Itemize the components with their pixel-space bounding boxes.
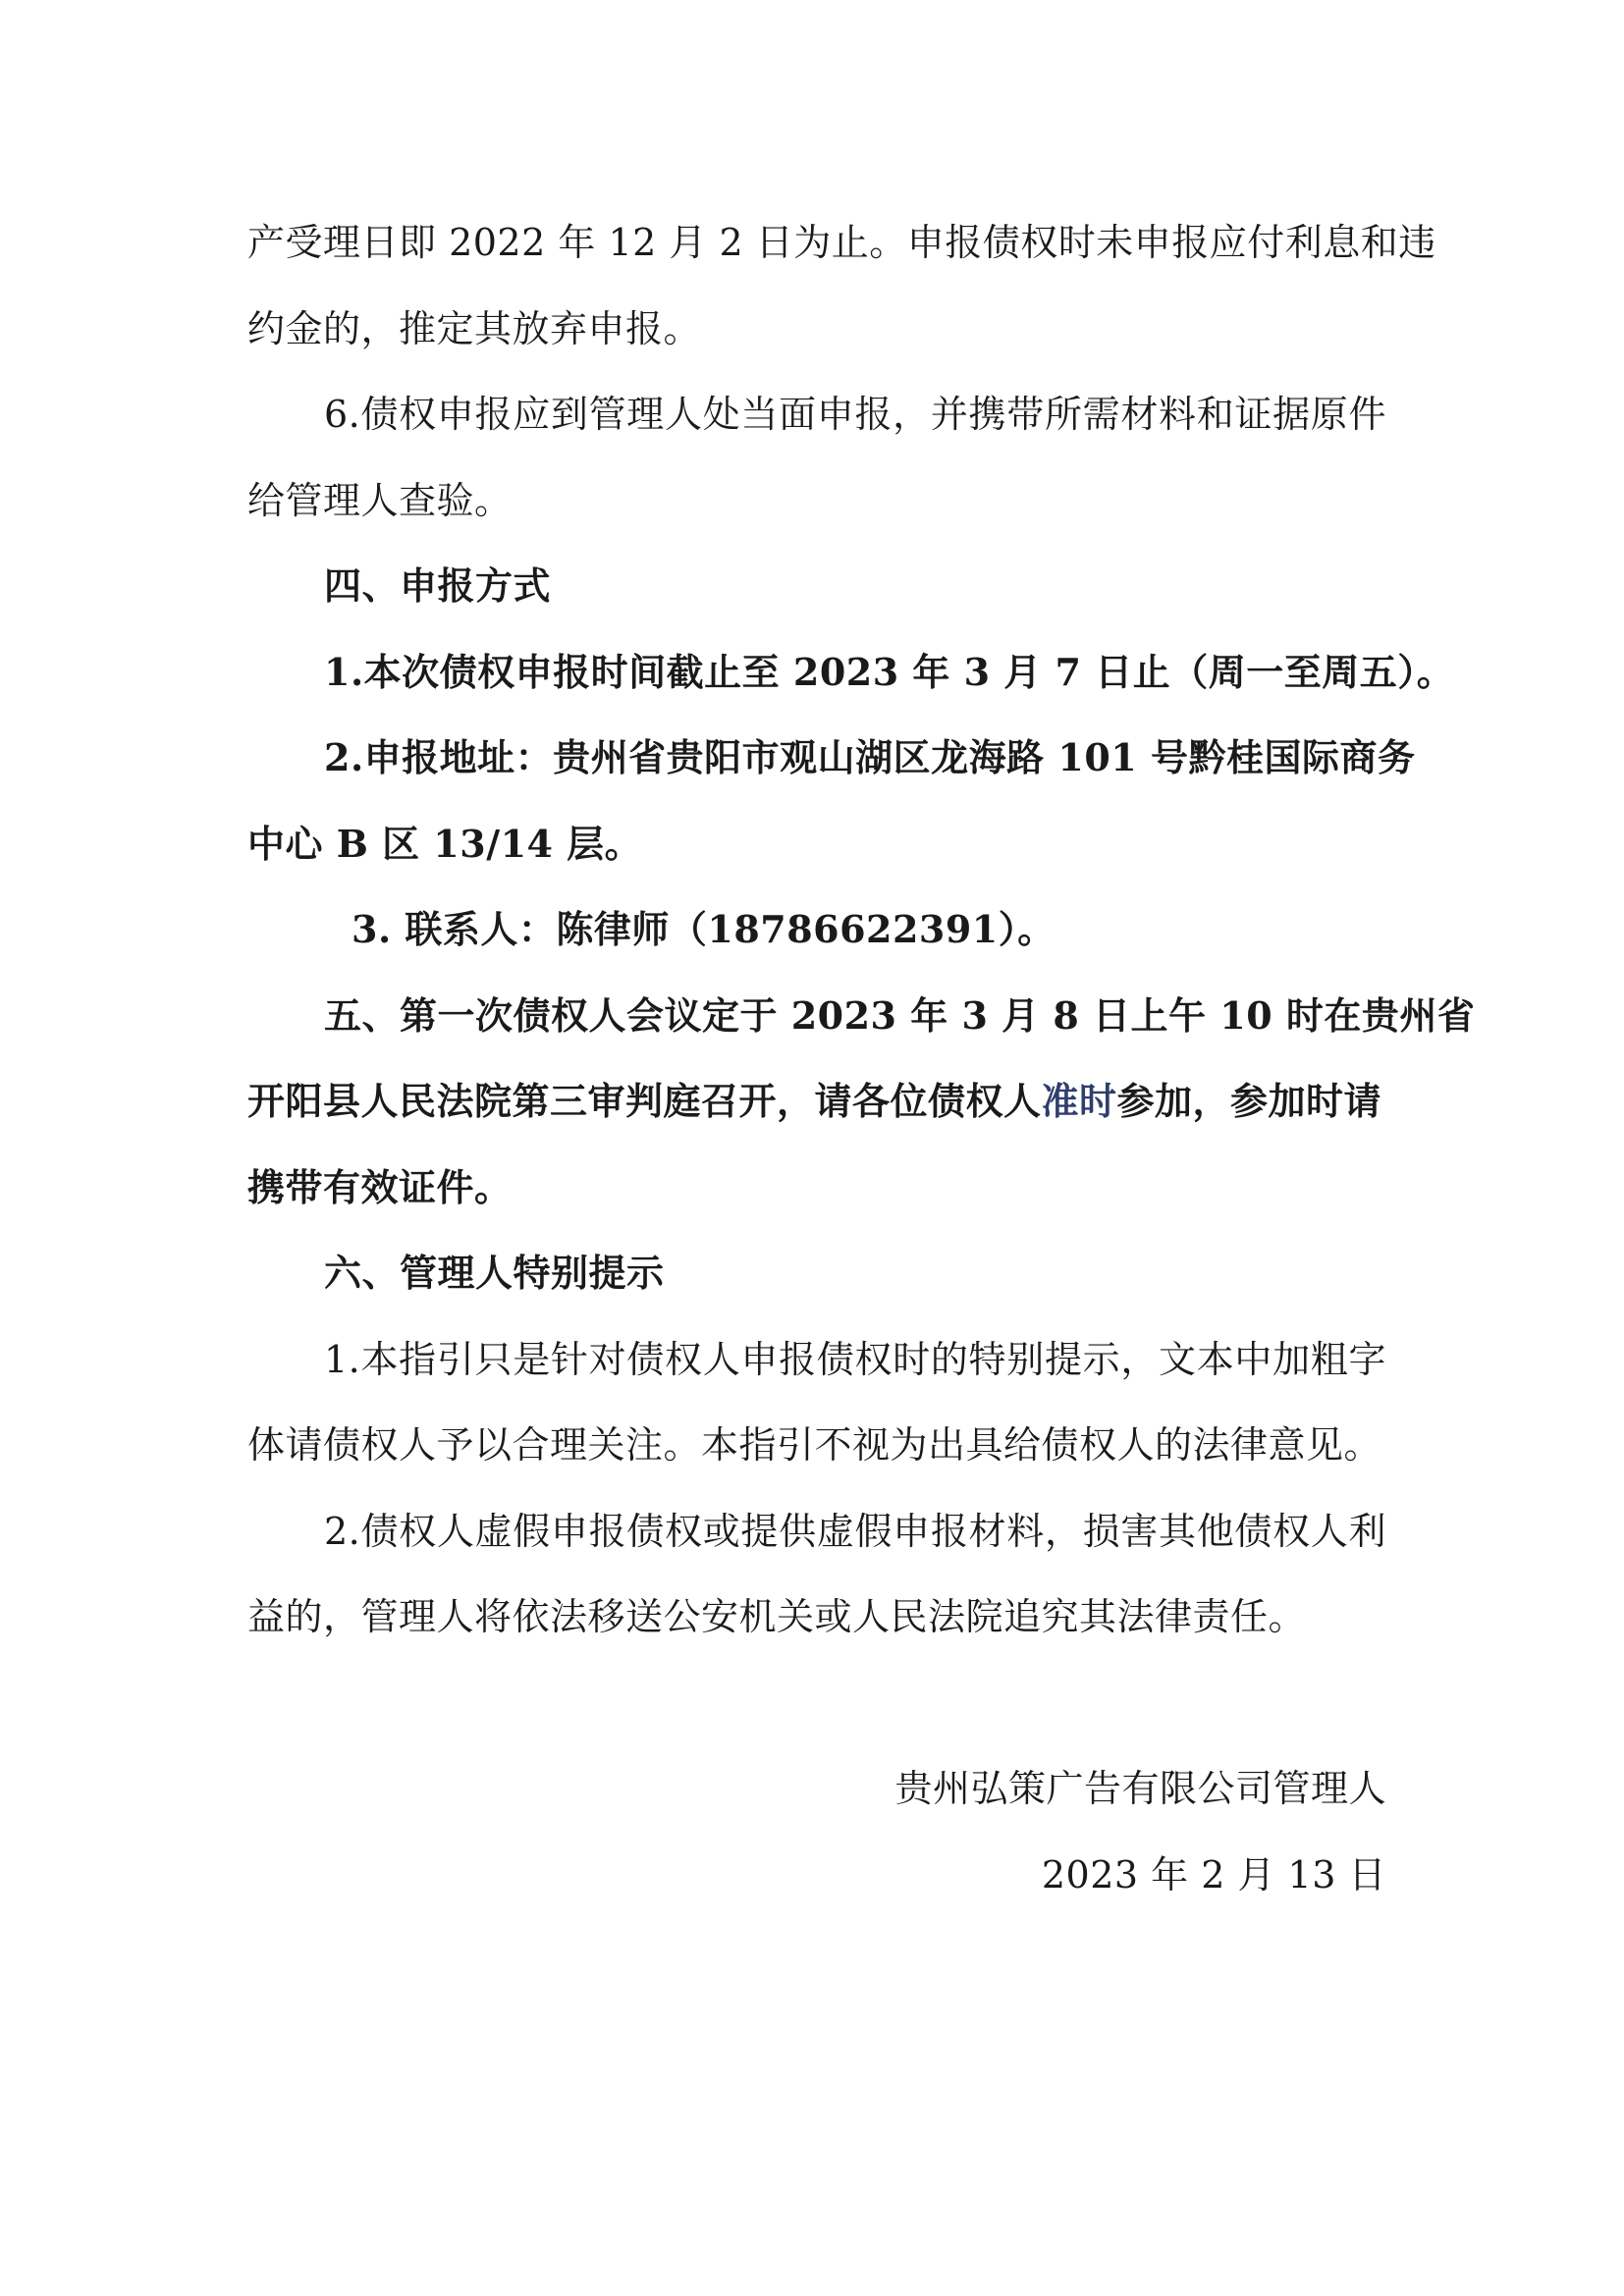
paragraph-line [247,1077,1386,1126]
paragraph-line: 产受理日即 2022 年 12 月 2 日为止。申报债权时未申报应付利息和违 [247,221,1436,264]
paragraph-line: 给管理人查验。 [247,479,513,522]
paragraph-line: 1.本指引只是针对债权人申报债权时的特别提示，文本中加粗字 [324,1338,1386,1381]
paragraph-line: 约金的，推定其放弃申报。 [247,307,702,350]
paragraph-line: 五、第一次债权人会议定于 2023 年 3 月 8 日上午 10 时在贵州省 [324,993,1476,1038]
paragraph-line: 体请债权人予以合理关注。本指引不视为出具给债权人的法律意见。 [247,1423,1382,1467]
paragraph-line: 2.债权人虚假申报债权或提供虚假申报材料，损害其他债权人利 [324,1510,1386,1553]
text-segment: 准时 [1041,1079,1117,1123]
paragraph-line: 1.本次债权申报时间截止至 2023 年 3 月 7 日止（周一至周五）。 [324,650,1455,694]
paragraph-line: 益的，管理人将依法移送公安机关或人民法院追究其法律责任。 [247,1595,1307,1638]
section-heading: 六、管理人特别提示 [324,1251,665,1295]
paragraph-line: 中心 B 区 13/14 层。 [247,822,643,866]
paragraph-line: 携带有效证件。 [247,1165,513,1209]
section-heading: 四、申报方式 [324,563,552,608]
paragraph-line: 2.申报地址：贵州省贵阳市观山湖区龙海路 101 号黔桂国际商务 [324,735,1416,779]
paragraph-line: 3. 联系人：陈律师（18786622391）。 [352,907,1056,951]
signature-date: 2023 年 2 月 13 日 [1041,1853,1386,1896]
text-segment: 开阳县人民法院第三审判庭召开，请各位债权人 [247,1079,1042,1123]
paragraph-line: 6.债权申报应到管理人处当面申报，并携带所需材料和证据原件 [324,393,1386,436]
text-segment: 参加，参加时请 [1116,1079,1382,1123]
signature-org: 贵州弘策广告有限公司管理人 [894,1767,1386,1810]
